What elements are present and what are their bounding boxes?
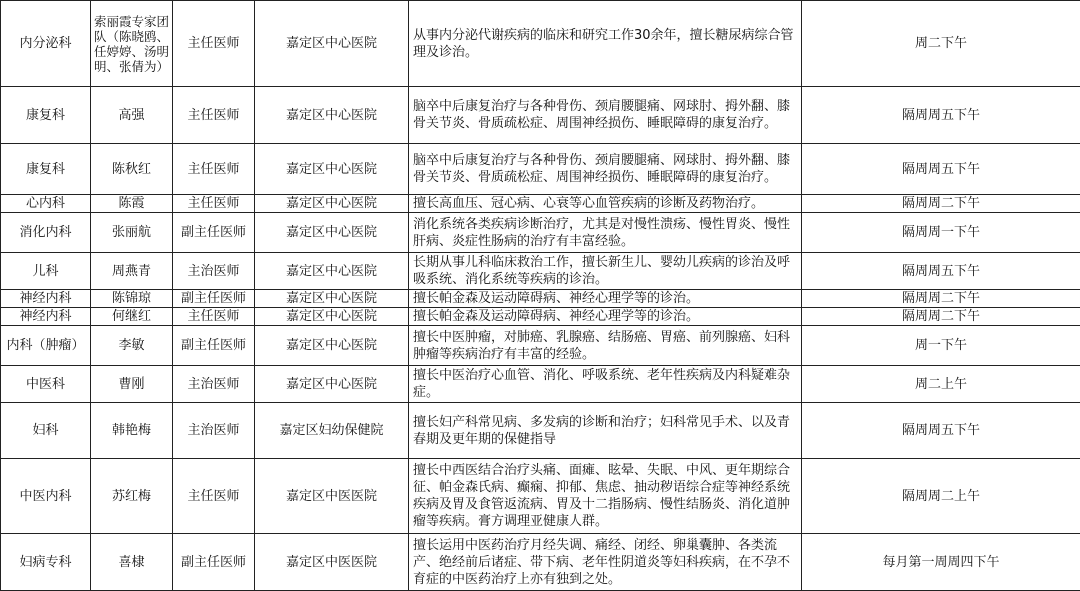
doctor-cell: 何继红 bbox=[91, 308, 173, 326]
hospital-cell: 嘉定区中心医院 bbox=[255, 308, 409, 326]
specialty-cell: 擅长帕金森及运动障碍病、神经心理学等的诊治。 bbox=[409, 290, 802, 308]
schedule-cell: 隔周周五下午 bbox=[802, 144, 1080, 195]
title-cell: 主任医师 bbox=[173, 87, 255, 144]
dept-cell: 康复科 bbox=[1, 87, 91, 144]
specialty-cell: 擅长运用中医药治疗月经失调、痛经、闭经、卵巢囊肿、各类流产、绝经前后诸症、带下病、老年性阴道炎等妇科疾病，在不孕不育症的中医药治疗上亦有独到之处。 bbox=[409, 534, 802, 591]
dept-cell: 心内科 bbox=[1, 195, 91, 213]
doctor-cell: 陈锦琼 bbox=[91, 290, 173, 308]
hospital-cell: 嘉定区中医医院 bbox=[255, 534, 409, 591]
dept-cell: 消化内科 bbox=[1, 213, 91, 253]
table-row bbox=[1, 87, 1080, 144]
title-cell: 主任医师 bbox=[173, 459, 255, 534]
table-row bbox=[1, 534, 1080, 591]
schedule-cell: 隔周周二下午 bbox=[802, 290, 1080, 308]
hospital-cell: 嘉定区中心医院 bbox=[255, 253, 409, 290]
hospital-cell: 嘉定区中心医院 bbox=[255, 326, 409, 366]
dept-cell: 康复科 bbox=[1, 144, 91, 195]
doctor-cell: 曹刚 bbox=[91, 366, 173, 403]
hospital-cell: 嘉定区中医医院 bbox=[255, 459, 409, 534]
title-cell: 主任医师 bbox=[173, 308, 255, 326]
hospital-cell: 嘉定区中心医院 bbox=[255, 1, 409, 87]
table-row bbox=[1, 1, 1080, 87]
doctor-cell: 苏红梅 bbox=[91, 459, 173, 534]
table-row bbox=[1, 308, 1080, 326]
table-row bbox=[1, 290, 1080, 308]
title-cell: 副主任医师 bbox=[173, 534, 255, 591]
title-cell: 主治医师 bbox=[173, 253, 255, 290]
schedule-cell: 隔周周一下午 bbox=[802, 213, 1080, 253]
table-row bbox=[1, 195, 1080, 213]
table-row bbox=[1, 403, 1080, 459]
hospital-cell: 嘉定区中心医院 bbox=[255, 87, 409, 144]
dept-cell: 妇科 bbox=[1, 403, 91, 459]
specialty-cell: 长期从事儿科临床救治工作，擅长新生儿、婴幼儿疾病的诊治及呼吸系统、消化系统等疾病的诊治。 bbox=[409, 253, 802, 290]
specialty-cell: 擅长帕金森及运动障碍病、神经心理学等的诊治。 bbox=[409, 308, 802, 326]
schedule-cell: 隔周周五下午 bbox=[802, 403, 1080, 459]
title-cell: 副主任医师 bbox=[173, 213, 255, 253]
title-cell: 主任医师 bbox=[173, 144, 255, 195]
doctor-cell: 陈秋红 bbox=[91, 144, 173, 195]
specialty-cell: 擅长高血压、冠心病、心衰等心血管疾病的诊断及药物治疗。 bbox=[409, 195, 802, 213]
doctor-cell: 李敏 bbox=[91, 326, 173, 366]
doctor-cell: 韩艳梅 bbox=[91, 403, 173, 459]
schedule-cell: 周二下午 bbox=[802, 1, 1080, 87]
specialty-cell: 擅长中西医结合治疗头痛、面瘫、眩晕、失眠、中风、更年期综合征、帕金森氏病、癫痫、抑郁、焦虑、抽动秽语综合症等神经系统疾病及胃及食管返流病、胃及十二指肠病、慢性结肠炎、消化道肿瘤等疾病。膏方调理亚健康人群。 bbox=[409, 459, 802, 534]
doctor-cell: 周燕青 bbox=[91, 253, 173, 290]
schedule-cell: 隔周周二下午 bbox=[802, 195, 1080, 213]
title-cell: 主任医师 bbox=[173, 195, 255, 213]
hospital-cell: 嘉定区妇幼保健院 bbox=[255, 403, 409, 459]
table-row bbox=[1, 253, 1080, 290]
dept-cell: 神经内科 bbox=[1, 308, 91, 326]
specialty-cell: 擅长中医肿瘤，对肺癌、乳腺癌、结肠癌、胃癌、前列腺癌、妇科肿瘤等疾病治疗有丰富的经验。 bbox=[409, 326, 802, 366]
schedule-cell: 隔周周五下午 bbox=[802, 87, 1080, 144]
doctor-cell: 张丽航 bbox=[91, 213, 173, 253]
table-row bbox=[1, 144, 1080, 195]
schedule-cell: 每月第一周周四下午 bbox=[802, 534, 1080, 591]
table-row bbox=[1, 326, 1080, 366]
dept-cell: 中医科 bbox=[1, 366, 91, 403]
title-cell: 主治医师 bbox=[173, 366, 255, 403]
dept-cell: 妇病专科 bbox=[1, 534, 91, 591]
table-row bbox=[1, 213, 1080, 253]
specialty-cell: 擅长妇产科常见病、多发病的诊断和治疗；妇科常见手术、以及青春期及更年期的保健指导 bbox=[409, 403, 802, 459]
table-row bbox=[1, 366, 1080, 403]
title-cell: 副主任医师 bbox=[173, 326, 255, 366]
dept-cell: 内分泌科 bbox=[1, 1, 91, 87]
dept-cell: 中医内科 bbox=[1, 459, 91, 534]
doctor-cell: 索丽霞专家团队（陈晓鸥、任婷婷、汤明明、张倩为） bbox=[91, 1, 173, 87]
hospital-cell: 嘉定区中心医院 bbox=[255, 366, 409, 403]
title-cell: 主治医师 bbox=[173, 403, 255, 459]
hospital-cell: 嘉定区中心医院 bbox=[255, 213, 409, 253]
doctor-cell: 喜棣 bbox=[91, 534, 173, 591]
dept-cell: 儿科 bbox=[1, 253, 91, 290]
hospital-cell: 嘉定区中心医院 bbox=[255, 144, 409, 195]
schedule-cell: 周一下午 bbox=[802, 326, 1080, 366]
dept-cell: 神经内科 bbox=[1, 290, 91, 308]
hospital-cell: 嘉定区中心医院 bbox=[255, 290, 409, 308]
title-cell: 主任医师 bbox=[173, 1, 255, 87]
schedule-cell: 隔周周五下午 bbox=[802, 253, 1080, 290]
table-row bbox=[1, 459, 1080, 534]
hospital-cell: 嘉定区中心医院 bbox=[255, 195, 409, 213]
schedule-cell: 隔周周二下午 bbox=[802, 308, 1080, 326]
specialty-cell: 消化系统各类疾病诊断治疗，尤其是对慢性溃疡、慢性胃炎、慢性肝病、炎症性肠病的治疗有丰富经验。 bbox=[409, 213, 802, 253]
title-cell: 副主任医师 bbox=[173, 290, 255, 308]
doctor-cell: 陈霞 bbox=[91, 195, 173, 213]
dept-cell: 内科（肿瘤） bbox=[1, 326, 91, 366]
schedule-cell: 周二上午 bbox=[802, 366, 1080, 403]
specialty-cell: 脑卒中后康复治疗与各种骨伤、颈肩腰腿痛、网球肘、拇外翻、膝骨关节炎、骨质疏松症、周围神经损伤、睡眠障碍的康复治疗。 bbox=[409, 87, 802, 144]
schedule-cell: 隔周周二上午 bbox=[802, 459, 1080, 534]
specialty-cell: 从事内分泌代谢疾病的临床和研究工作30余年，擅长糖尿病综合管理及诊治。 bbox=[409, 1, 802, 87]
specialty-cell: 脑卒中后康复治疗与各种骨伤、颈肩腰腿痛、网球肘、拇外翻、膝骨关节炎、骨质疏松症、周围神经损伤、睡眠障碍的康复治疗。 bbox=[409, 144, 802, 195]
doctor-cell: 高强 bbox=[91, 87, 173, 144]
specialty-cell: 擅长中医治疗心血管、消化、呼吸系统、老年性疾病及内科疑难杂症。 bbox=[409, 366, 802, 403]
